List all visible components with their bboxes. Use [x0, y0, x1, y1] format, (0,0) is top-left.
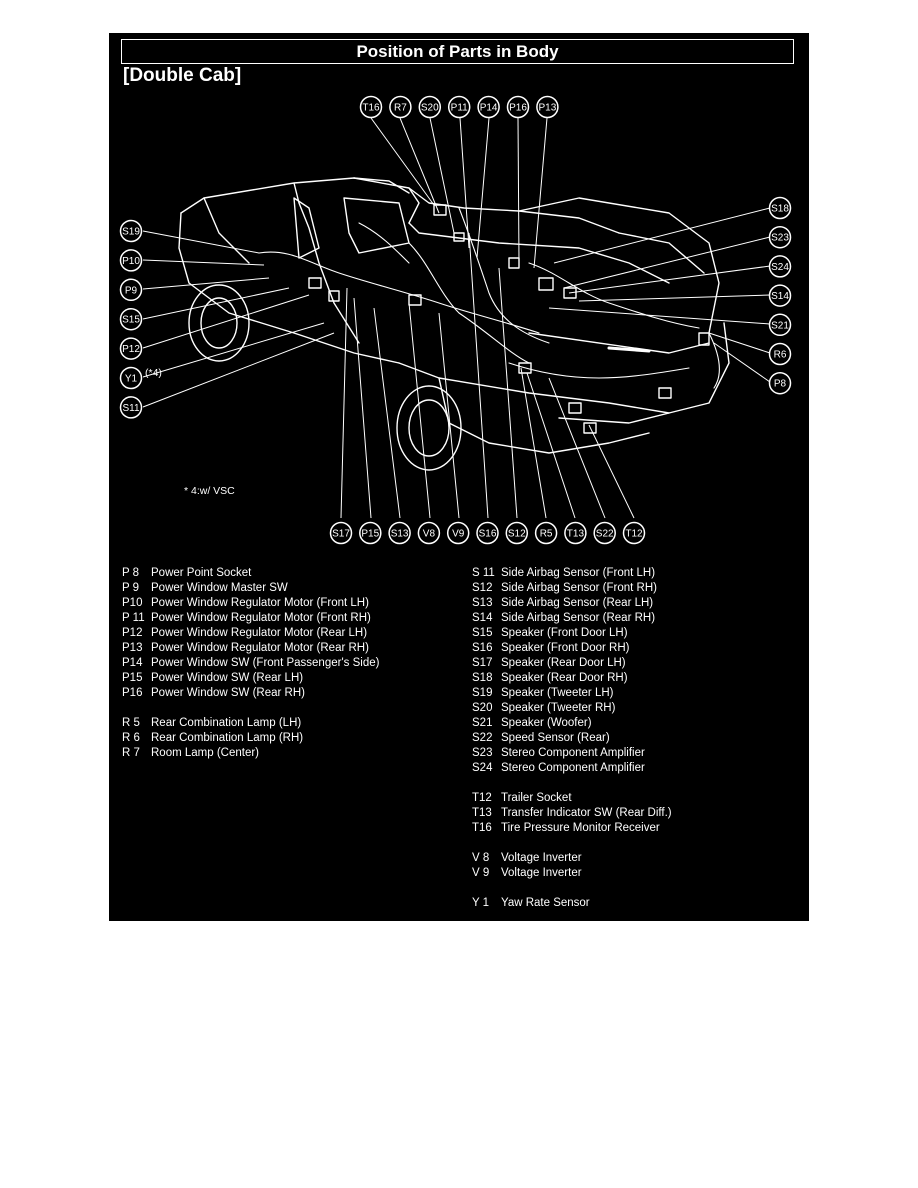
callout-label: P11	[450, 102, 468, 114]
legend-item	[122, 626, 379, 641]
legend-code: Y 1	[472, 897, 490, 909]
callout-label: P9	[124, 285, 138, 297]
legend-label: Voltage Inverter	[501, 867, 582, 879]
callout-label: Y1	[124, 373, 138, 385]
callout-label: S17	[332, 528, 350, 540]
legend-code: T16	[472, 822, 492, 834]
callout-s22	[594, 523, 615, 544]
callout-label: S16	[478, 528, 497, 540]
callout-p9	[121, 279, 142, 300]
legend-label: Power Window Regulator Motor (Front LH)	[151, 597, 369, 609]
callout-s12	[506, 523, 527, 544]
legend-code: S18	[472, 672, 493, 684]
legend-code: S15	[472, 627, 493, 639]
legend-label: Speaker (Front Door RH)	[501, 642, 630, 654]
legend-label: Power Window SW (Rear RH)	[151, 687, 305, 699]
legend-code: S12	[472, 582, 493, 594]
callout-v8	[418, 523, 439, 544]
callout-s20	[419, 97, 440, 118]
callout-p16	[508, 97, 529, 118]
legend-item	[122, 611, 379, 626]
legend-code: S19	[472, 687, 493, 699]
legend-code: R 6	[122, 732, 140, 744]
legend-label: Side Airbag Sensor (Front RH)	[501, 582, 657, 594]
callout-v9	[448, 523, 469, 544]
callout-p12	[121, 338, 142, 359]
legend-label: Tire Pressure Monitor Receiver	[501, 822, 660, 834]
truck-outline	[179, 178, 729, 470]
callout-label: S21	[771, 320, 789, 332]
callout-s23	[770, 227, 791, 248]
legend-code: S14	[472, 612, 493, 624]
legend-label: Side Airbag Sensor (Front LH)	[501, 567, 656, 579]
callout-s14	[770, 285, 791, 306]
callout-p13	[537, 97, 558, 118]
legend-label: Stereo Component Amplifier	[501, 762, 645, 774]
callout-label: S12	[507, 528, 526, 540]
callout-label: P12	[122, 344, 140, 356]
legend-item	[472, 611, 672, 626]
callout-t13	[565, 523, 586, 544]
page-title: Position of Parts in Body	[121, 39, 794, 64]
legend-spacer	[472, 836, 672, 851]
legend-item	[122, 581, 379, 596]
legend-item	[122, 671, 379, 686]
legend-code: P 8	[122, 567, 140, 579]
legend-item	[122, 596, 379, 611]
legend-item	[122, 731, 379, 746]
legend-code: S16	[472, 642, 493, 654]
callout-label: P14	[479, 102, 498, 114]
legend-label: Stereo Component Amplifier	[501, 747, 645, 759]
footnote: * 4:w/ VSC	[184, 485, 235, 497]
legend-item	[472, 821, 672, 836]
legend-code: P 9	[122, 582, 140, 594]
leader-lines	[143, 118, 770, 518]
callout-label: S14	[771, 291, 789, 303]
callout-r6	[770, 344, 791, 365]
legend-code: S22	[472, 732, 493, 744]
callout-label: T12	[625, 528, 643, 540]
callout-y1	[121, 368, 142, 389]
legend-code: P15	[122, 672, 143, 684]
legend-item	[472, 596, 672, 611]
legend-item	[472, 566, 672, 581]
legend-code: T12	[472, 792, 492, 804]
legend-label: Speaker (Woofer)	[501, 717, 592, 729]
legend-label: Power Window Regulator Motor (Rear LH)	[151, 627, 368, 639]
callout-label: V8	[422, 528, 436, 540]
legend-label: Speaker (Tweeter LH)	[501, 687, 614, 699]
callout-s11	[121, 397, 142, 418]
callout-s21	[770, 314, 791, 335]
section-subtitle: [Double Cab]	[123, 65, 242, 86]
legend-label: Power Window Regulator Motor (Rear RH)	[151, 642, 369, 654]
legend-code: P12	[122, 627, 143, 639]
legend-item	[472, 761, 672, 776]
legend-item	[472, 641, 672, 656]
callout-label: S15	[122, 314, 140, 326]
callout-label: S20	[420, 102, 439, 114]
y1-footnote-marker: (*4)	[145, 367, 162, 379]
legend-item	[472, 896, 672, 911]
legend-label: Room Lamp (Center)	[151, 747, 260, 759]
legend-code: P13	[122, 642, 143, 654]
legend-left	[122, 566, 379, 761]
legend-item	[472, 746, 672, 761]
legend-label: Rear Combination Lamp (RH)	[151, 732, 304, 744]
legend-item	[472, 626, 672, 641]
legend-label: Trailer Socket	[501, 792, 572, 804]
legend-item	[472, 656, 672, 671]
callout-label: R5	[539, 528, 553, 540]
callout-p8	[770, 373, 791, 394]
callout-label: T16	[362, 102, 380, 114]
legend-item	[122, 716, 379, 731]
diagram-panel	[109, 33, 809, 921]
callout-label: P13	[538, 102, 557, 114]
legend-label: Yaw Rate Sensor	[501, 897, 590, 909]
legend-code: S17	[472, 657, 493, 669]
callout-label: S23	[771, 232, 789, 244]
legend-label: Speaker (Rear Door LH)	[501, 657, 626, 669]
legend-item	[472, 716, 672, 731]
legend-label: Side Airbag Sensor (Rear LH)	[501, 597, 654, 609]
legend-item	[122, 566, 379, 581]
callout-label: P10	[122, 255, 140, 267]
legend-label: Speaker (Tweeter RH)	[501, 702, 616, 714]
legend-item	[122, 656, 379, 671]
legend-code: S13	[472, 597, 493, 609]
callout-s19	[121, 221, 142, 242]
legend-spacer	[472, 881, 672, 896]
legend-item	[472, 806, 672, 821]
legend-label: Transfer Indicator SW (Rear Diff.)	[501, 807, 672, 819]
callout-s13	[389, 523, 410, 544]
callout-label: T13	[566, 528, 585, 540]
callout-label: P16	[509, 102, 527, 114]
legend-label: Rear Combination Lamp (LH)	[151, 717, 302, 729]
legend-item	[122, 746, 379, 761]
legend-code: R 5	[122, 717, 140, 729]
legend-code: V 9	[472, 867, 490, 879]
legend-label: Speaker (Rear Door RH)	[501, 672, 628, 684]
legend-code: S23	[472, 747, 493, 759]
callout-s24	[770, 256, 791, 277]
callout-t12	[624, 523, 645, 544]
legend-code: S20	[472, 702, 493, 714]
legend-item	[472, 866, 672, 881]
legend-item	[122, 686, 379, 701]
legend-label: Power Window SW (Rear LH)	[151, 672, 304, 684]
legend-code: P10	[122, 597, 143, 609]
legend-code: S24	[472, 762, 493, 774]
vehicle-body-diagram	[109, 33, 809, 553]
callout-label: S18	[771, 203, 789, 215]
legend-label: Power Window SW (Front Passenger's Side)	[151, 657, 380, 669]
callout-label: R6	[773, 349, 787, 361]
legend-spacer	[472, 776, 672, 791]
legend-code: T13	[472, 807, 492, 819]
callout-s18	[770, 198, 791, 219]
callout-label: P8	[773, 378, 787, 390]
callout-label: P15	[361, 528, 380, 540]
legend-label: Voltage Inverter	[501, 852, 582, 864]
legend-code: P16	[122, 687, 143, 699]
callout-t16	[361, 97, 382, 118]
legend-spacer	[122, 701, 379, 716]
callout-s15	[121, 309, 142, 330]
legend-item	[472, 791, 672, 806]
callout-label: R7	[394, 102, 407, 114]
callout-r7	[390, 97, 411, 118]
legend-right	[472, 566, 672, 911]
legend-item	[472, 701, 672, 716]
legend-label: Power Window Master SW	[151, 582, 288, 594]
legend-code: P 11	[122, 612, 145, 624]
legend-item	[122, 641, 379, 656]
callout-label: S19	[122, 226, 140, 238]
legend-code: R 7	[122, 747, 140, 759]
legend-label: Speed Sensor (Rear)	[501, 732, 610, 744]
legend-code: S 11	[472, 567, 495, 579]
callout-p11	[449, 97, 470, 118]
legend-code: S21	[472, 717, 493, 729]
callout-r5	[536, 523, 557, 544]
callout-label: S22	[595, 528, 614, 540]
callout-s17	[331, 523, 352, 544]
callout-label: S24	[771, 261, 789, 273]
legend-item	[472, 851, 672, 866]
legend-code: P14	[122, 657, 143, 669]
legend-label: Side Airbag Sensor (Rear RH)	[501, 612, 656, 624]
legend-label: Speaker (Front Door LH)	[501, 627, 628, 639]
legend-item	[472, 731, 672, 746]
callout-label: V9	[452, 528, 465, 540]
callout-label: S11	[122, 402, 140, 414]
legend-code: V 8	[472, 852, 490, 864]
legend-item	[472, 581, 672, 596]
callout-label: S13	[390, 528, 409, 540]
callout-p14	[478, 97, 499, 118]
legend-label: Power Point Socket	[151, 567, 252, 579]
legend-item	[472, 671, 672, 686]
callout-p10	[121, 250, 142, 271]
callout-p15	[360, 523, 381, 544]
legend-label: Power Window Regulator Motor (Front RH)	[151, 612, 371, 624]
legend-item	[472, 686, 672, 701]
callout-s16	[477, 523, 498, 544]
